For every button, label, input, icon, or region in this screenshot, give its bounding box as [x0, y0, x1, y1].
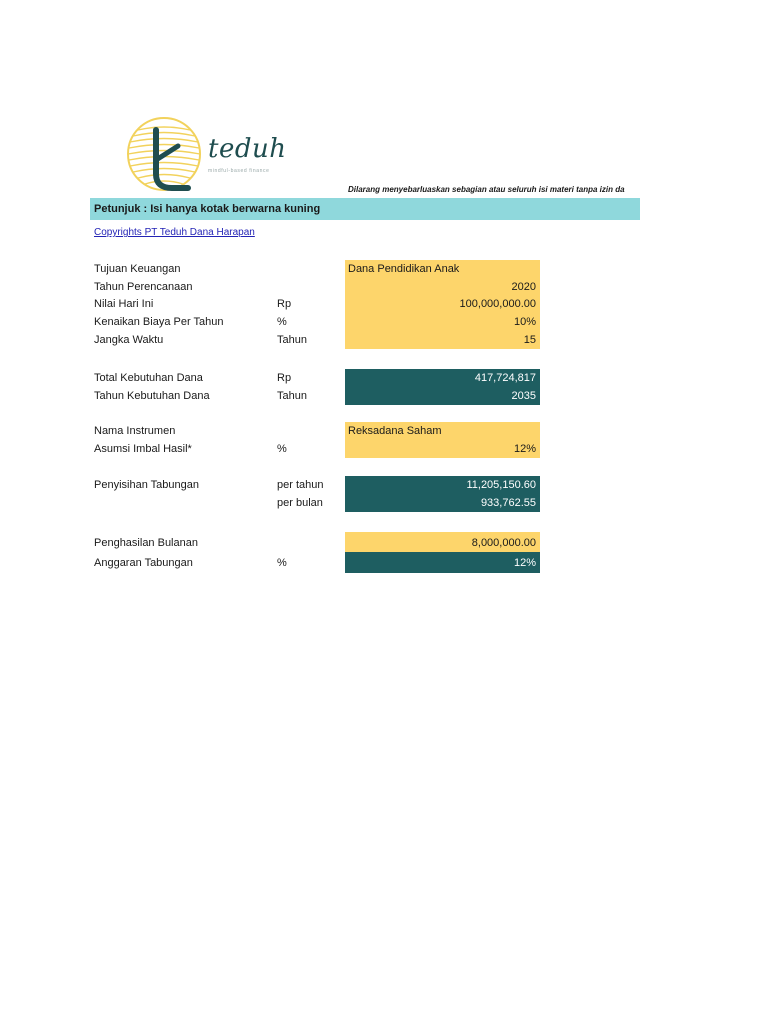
row-penghasilan — [90, 532, 640, 552]
row-tujuan — [90, 260, 640, 278]
row-label: Penghasilan Bulanan — [94, 537, 198, 549]
input-tujuan[interactable]: Dana Pendidikan Anak — [345, 260, 540, 278]
brand-tagline: mindful-based finance — [208, 168, 270, 174]
row-imbal — [90, 440, 640, 458]
output-total: 417,724,817 — [345, 369, 540, 387]
row-label: Tahun Kebutuhan Dana — [94, 390, 210, 402]
instruction-text: Petunjuk : Isi hanya kotak berwarna kuning — [94, 203, 321, 215]
output-penyisihan-bulan: 933,762.55 — [345, 494, 540, 512]
row-total — [90, 369, 640, 387]
row-label: Tahun Perencanaan — [94, 281, 193, 293]
row-label: Total Kebutuhan Dana — [94, 372, 203, 384]
output-anggaran: 12% — [345, 552, 540, 573]
row-unit: Rp — [277, 298, 292, 310]
row-unit: % — [277, 443, 287, 455]
row-penyisihan-tahun — [90, 476, 640, 494]
input-jangka[interactable]: 15 — [345, 331, 540, 349]
row-anggaran — [90, 552, 640, 573]
row-penyisihan-bulan — [90, 494, 640, 512]
brand-name: teduh — [208, 134, 287, 164]
row-unit: Tahun — [277, 334, 307, 346]
row-label: Tujuan Keuangan — [94, 263, 181, 275]
input-kenaikan[interactable]: 10% — [345, 313, 540, 331]
row-jangka — [90, 331, 640, 349]
row-unit: Tahun — [277, 390, 307, 402]
row-label: Nilai Hari Ini — [94, 298, 154, 310]
row-tahun-kebutuhan — [90, 387, 640, 405]
row-unit: per bulan — [277, 497, 323, 509]
teduh-logo — [126, 116, 287, 196]
row-unit: % — [277, 316, 287, 328]
logo-sun-icon — [126, 116, 206, 196]
row-kenaikan — [90, 313, 640, 331]
row-instrumen — [90, 422, 640, 440]
row-label: Jangka Waktu — [94, 334, 164, 346]
row-unit: Rp — [277, 372, 292, 384]
output-penyisihan-tahun: 11,205,150.60 — [345, 476, 540, 494]
row-nilai — [90, 295, 640, 313]
input-tahun-perencanaan[interactable]: 2020 — [345, 278, 540, 296]
row-tahun-perencanaan — [90, 278, 640, 296]
input-nilai[interactable]: 100,000,000.00 — [345, 295, 540, 313]
input-instrumen[interactable]: Reksadana Saham — [345, 422, 540, 440]
row-label: Penyisihan Tabungan — [94, 479, 199, 491]
instruction-banner — [90, 198, 640, 220]
row-label: Asumsi Imbal Hasil* — [94, 443, 192, 455]
row-label: Kenaikan Biaya Per Tahun — [94, 316, 224, 328]
row-unit: % — [277, 557, 287, 569]
row-label: Anggaran Tabungan — [94, 557, 193, 569]
input-imbal[interactable]: 12% — [345, 440, 540, 458]
copyright-notice: Dilarang menyebarluaskan sebagian atau seluruh isi materi tanpa izin da — [348, 185, 625, 194]
output-tahun-kebutuhan: 2035 — [345, 387, 540, 405]
row-label: Nama Instrumen — [94, 425, 176, 437]
input-penghasilan[interactable]: 8,000,000.00 — [345, 532, 540, 552]
copyright-link[interactable]: Copyrights PT Teduh Dana Harapan — [94, 227, 255, 238]
row-unit: per tahun — [277, 479, 324, 491]
